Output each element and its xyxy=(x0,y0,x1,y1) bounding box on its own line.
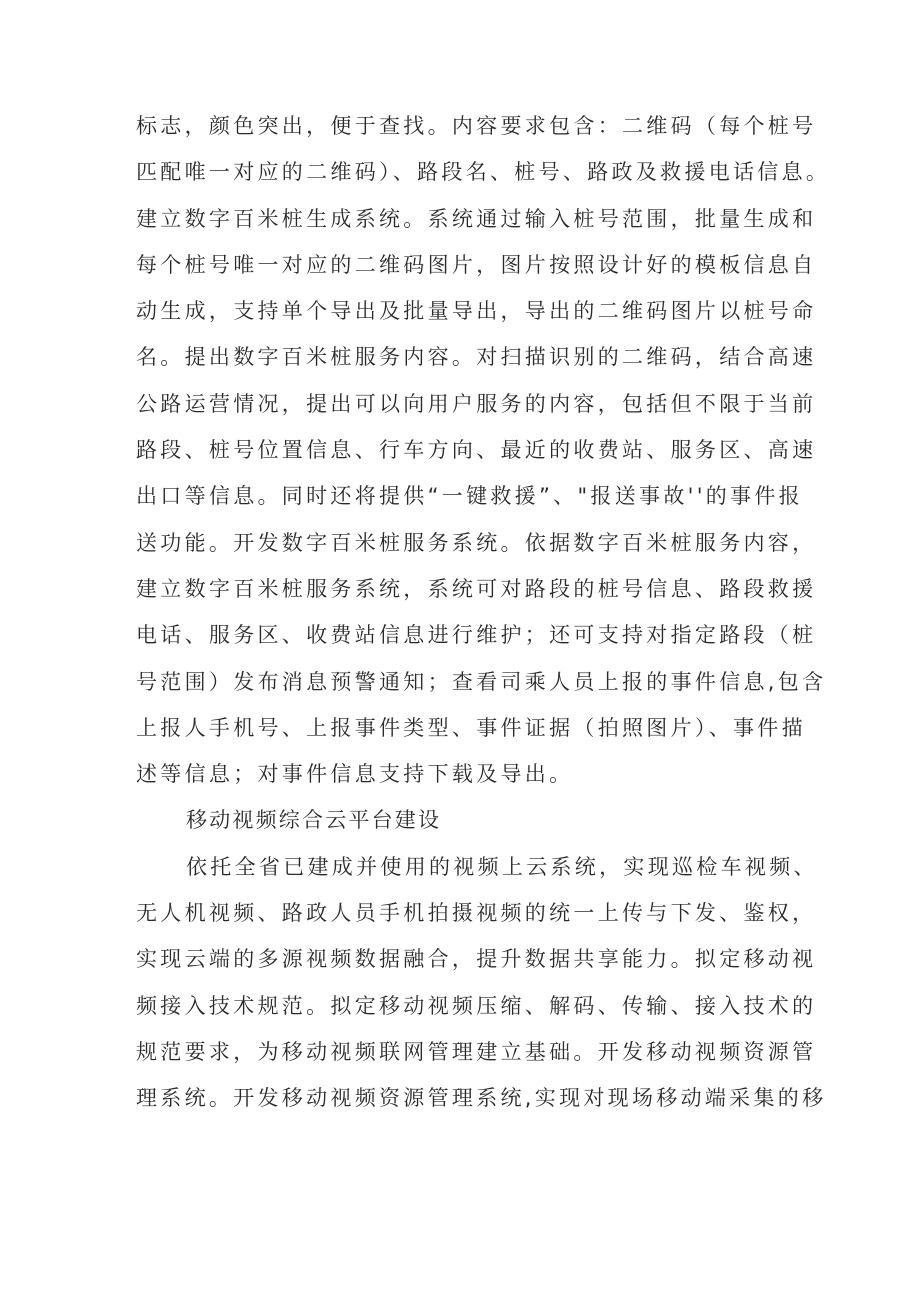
text-line: 出口等信息。同时还将提供“一键救援”、"报送事故''的事件报 xyxy=(136,484,803,509)
paragraph-digital-milepost xyxy=(136,103,831,797)
text-line: 实现云端的多源视频数据融合，提升数据共享能力。拟定移动视 xyxy=(136,947,817,972)
text-line: 公路运营情况，提出可以向用户服务的内容，包括但不限于当前 xyxy=(136,391,817,416)
text-line: 频接入技术规范。拟定移动视频压缩、解码、传输、接入技术的 xyxy=(136,993,817,1018)
text-line: 路段、桩号位置信息、行车方向、最近的收费站、服务区、高速 xyxy=(136,438,817,463)
paragraph-mobile-video xyxy=(136,844,827,1122)
text-line: 述等信息；对事件信息支持下载及导出。 xyxy=(136,762,574,787)
text-line: 匹配唯一对应的二维码）、路段名、桩号、路政及救援电话信息。 xyxy=(136,160,831,185)
section-heading: 移动视频综合云平台建设 xyxy=(186,808,442,833)
text-line: 标志，颜色突出，便于查找。内容要求包含：二维码（每个桩号 xyxy=(136,114,817,138)
text-line: 理系统。开发移动视频资源管理系统,实现对现场移动端采集的移 xyxy=(136,1086,827,1111)
text-line: 每个桩号唯一对应的二维码图片，图片按照设计好的模板信息自 xyxy=(136,252,817,277)
text-line: 号范围）发布消息预警通知；查看司乘人员上报的事件信息,包含 xyxy=(136,669,827,694)
text-line: 规范要求，为移动视频联网管理建立基础。开发移动视频资源管 xyxy=(136,1039,817,1064)
text-line: 上报人手机号、上报事件类型、事件证据（拍照图片）、事件描 xyxy=(136,715,806,740)
text-line: 名。提出数字百米桩服务内容。对扫描识别的二维码，结合高速 xyxy=(136,345,817,370)
text-line: 动生成，支持单个导出及批量导出，导出的二维码图片以桩号命 xyxy=(136,299,817,324)
text-line: 电话、服务区、收费站信息进行维护；还可支持对指定路段（桩 xyxy=(136,623,817,648)
text-line: 建立数字百米桩服务系统，系统可对路段的桩号信息、路段救援 xyxy=(136,576,817,601)
text-line: 送功能。开发数字百米桩服务系统。依据数字百米桩服务内容， xyxy=(136,530,817,555)
document-body xyxy=(136,103,831,1122)
text-line: 依托全省已建成并使用的视频上云系统，实现巡检车视频、 xyxy=(186,854,818,879)
text-line: 无人机视频、路政人员手机拍摄视频的统一上传与下发、鉴权， xyxy=(136,901,817,926)
text-line: 建立数字百米桩生成系统。系统通过输入桩号范围，批量生成和 xyxy=(136,206,817,231)
